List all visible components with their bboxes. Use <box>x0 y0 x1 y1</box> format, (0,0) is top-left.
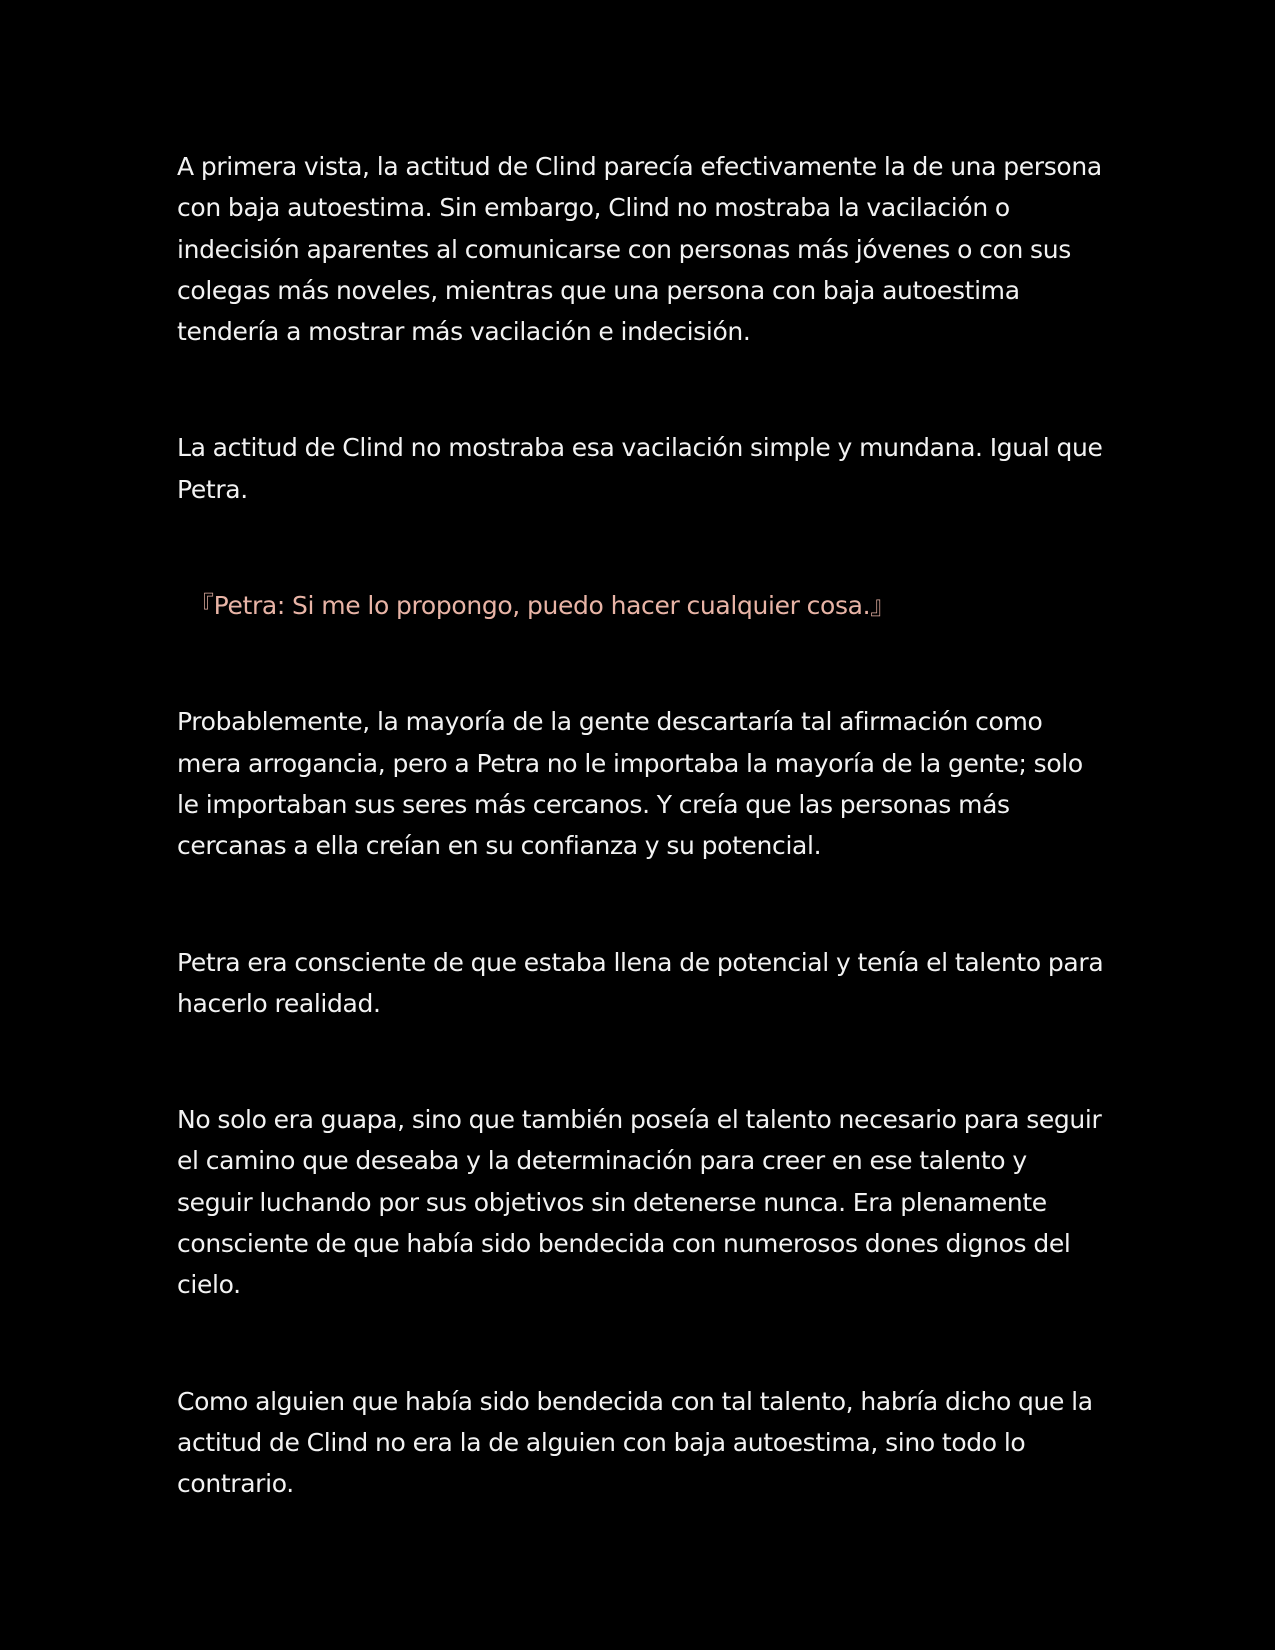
paragraph-6: Como alguien que había sido bendecida con tal talento, habría dicho que la actitud de Clind no era la de alguien con baja autoestima, sino todo lo contrario. <box>177 1386 1093 1499</box>
dialogue-quote: 『Petra: Si me lo propongo, puedo hacer cualquier cosa.』 <box>189 591 895 621</box>
document-body <box>177 146 1107 1505</box>
paragraph-2: La actitud de Clind no mostraba esa vacilación simple y mundana. Igual que Petra. <box>177 433 1103 504</box>
paragraph-3: Probablemente, la mayoría de la gente descartaría tal afirmación como mera arrogancia, pero a Petra no le importaba la mayoría de la gente; solo le importaban sus seres más cercanos. Y creía que las personas más cercanas a ella creían en su confianza y su potencial. <box>177 707 1083 861</box>
paragraph-5: No solo era guapa, sino que también poseía el talento necesario para seguir el camino que deseaba y la determinación para creer en ese talento y seguir luchando por sus objetivos sin detenerse nunca. Era plenamente consciente de que había sido bendecida con numerosos dones dignos del cielo. <box>177 1105 1102 1300</box>
paragraph-4: Petra era consciente de que estaba llena de potencial y tenía el talento para hacerlo realidad. <box>177 947 1104 1018</box>
paragraph-1: A primera vista, la actitud de Clind parecía efectivamente la de una persona con baja autoestima. Sin embargo, Clind no mostraba la vacilación o indecisión aparentes al comunicarse con personas más jóvenes o con sus colegas más noveles, mientras que una persona con baja autoestima tendería a mostrar más vacilación e indecisión. <box>177 152 1102 347</box>
